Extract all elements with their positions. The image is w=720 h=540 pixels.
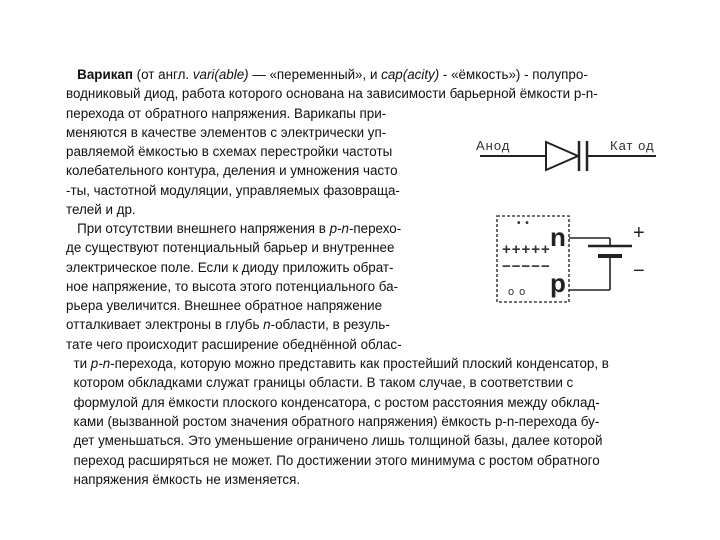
text-line: колебательного контура, деления и умножения часто bbox=[66, 163, 398, 179]
text-line bbox=[66, 315, 609, 334]
text-run: ти bbox=[66, 356, 91, 372]
text-run-italic: n bbox=[263, 317, 271, 333]
text-run: -перехода, которую можно представить как простейший плоский конденсатор, в bbox=[110, 356, 609, 372]
p-region-label: p bbox=[550, 268, 566, 298]
text-line bbox=[66, 354, 609, 373]
text-line: перехода от обратного напряжения. Варикапы при- bbox=[66, 105, 387, 121]
text-line: де существуют потенциальный барьер и внутреннее bbox=[66, 240, 395, 256]
text-run: -перехо- bbox=[348, 221, 402, 236]
text-line: меняются в качестве элементов с электрически уп- bbox=[66, 124, 387, 140]
text-run: отталкивает электроны в глубь bbox=[66, 317, 264, 333]
text-run-italic: p-n bbox=[90, 356, 111, 372]
text-line bbox=[66, 65, 598, 84]
term-varicap: Варикап bbox=[77, 67, 133, 82]
text-line: рьера увеличится. Внешнее обратное напряжение bbox=[66, 298, 383, 314]
text-line: электрическое поле. Если к диоду приложить обрат- bbox=[66, 259, 394, 275]
cathode-label: Кат од bbox=[610, 138, 655, 153]
text-run-italic: p-n bbox=[329, 221, 349, 236]
text-line: телей и др. bbox=[66, 202, 136, 218]
hole-dots-bottom: o o bbox=[508, 286, 527, 298]
text-line: дет уменьшаться. Это уменьшение ограничено лишь толщиной базы, далее которой bbox=[66, 433, 603, 449]
anode-label: Анод bbox=[476, 138, 511, 153]
text-run: - «ёмкость») - полупро- bbox=[439, 67, 588, 82]
text-run: (от англ. bbox=[132, 67, 193, 82]
text-line: тате чего происходит расширение обеднённой облас- bbox=[66, 336, 402, 352]
diode-symbol-figure bbox=[476, 124, 666, 184]
text-line: водниковый диод, работа которого основана на зависимости барьерной ёмкости p-n- bbox=[66, 86, 598, 102]
text-run: -области, в резуль- bbox=[270, 317, 390, 333]
text-run: При отсутствии внешнего напряжения в bbox=[66, 221, 330, 236]
electron-dots-top: • • bbox=[517, 218, 530, 229]
text-line: переход расширяться не может. По достижении этого минимума с ростом обратного bbox=[66, 452, 600, 468]
text-line: равляемой ёмкостью в схемах перестройки частоты bbox=[66, 144, 393, 160]
battery-plus-sign: + bbox=[633, 222, 645, 244]
text-run-italic: vari(able) bbox=[192, 67, 249, 82]
n-region-label: n bbox=[550, 222, 566, 252]
text-line: -ты, частотной модуляции, управляемых фазовраща- bbox=[66, 182, 400, 198]
negative-charges-row: −−−−− bbox=[502, 258, 551, 275]
text-line: напряжения ёмкость не изменяется. bbox=[66, 471, 301, 487]
text-line: ками (вызванной ростом значения обратного напряжения) ёмкость p-n-перехода бу- bbox=[66, 413, 600, 429]
pn-junction-figure bbox=[490, 208, 660, 318]
battery-minus-sign: − bbox=[633, 260, 645, 282]
text-line: ное напряжение, то высота этого потенциального ба- bbox=[66, 278, 399, 294]
text-line: котором обкладками служат границы области. В таком случае, в соответствии с bbox=[66, 375, 574, 391]
text-run: — «переменный», и bbox=[248, 67, 382, 82]
positive-charges-row: +++++ bbox=[502, 241, 551, 258]
text-line: формулой для ёмкости плоского конденсатора, с ростом расстояния между обклад- bbox=[66, 394, 600, 410]
text-run-italic: cap(acity) bbox=[381, 67, 440, 82]
diode-icon bbox=[476, 124, 666, 184]
